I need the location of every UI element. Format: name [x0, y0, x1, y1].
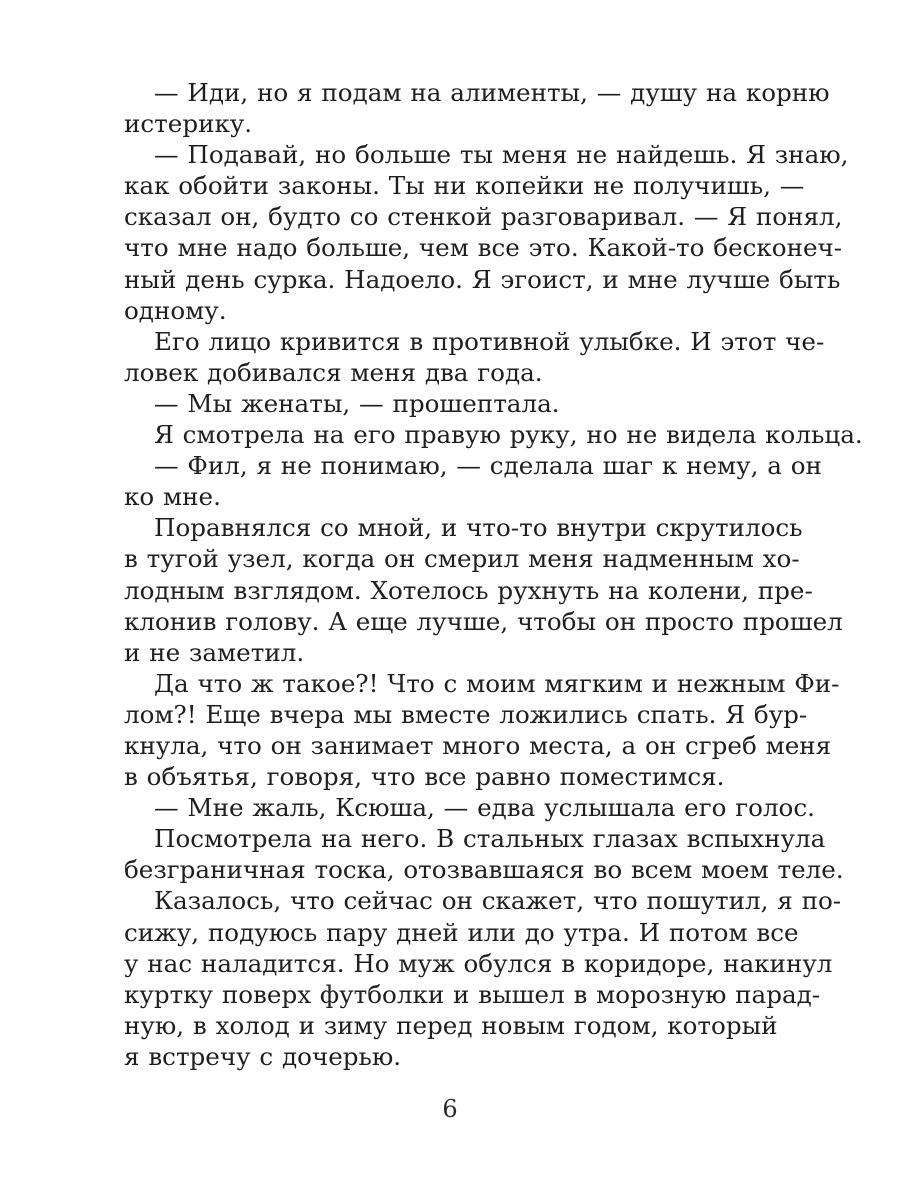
text-line: сижу, подуюсь пару дней или до утра. И потом все: [124, 917, 799, 947]
text-line: у нас наладится. Но муж обулся в коридоре, накинул: [124, 948, 833, 978]
text-line: безграничная тоска, отозвавшаяся во всем моем теле.: [124, 855, 844, 885]
text-line: Посмотрела на него. В стальных глазах вспыхнула: [154, 824, 826, 854]
text-line: куртку поверх футболки и вышел в морозную парад-: [124, 979, 821, 1009]
text-line: лом?! Еще вчера мы вместе ложились спать. Я бур-: [124, 699, 808, 729]
text-line: и не заметил.: [124, 637, 305, 667]
text-line: ко мне.: [124, 482, 221, 512]
text-line: ловек добивался меня два года.: [124, 357, 543, 387]
text-line: лодным взглядом. Хотелось рухнуть на колени, пре-: [124, 575, 813, 605]
text-line: ную, в холод и зиму перед новым годом, который: [124, 1010, 778, 1040]
text-line: Я смотрела на его правую руку, но не видела кольца.: [154, 420, 863, 450]
text-line: сказал он, будто со стенкой разговаривал. — Я понял,: [124, 202, 843, 232]
text-line: Его лицо кривится в противной улыбке. И этот че-: [154, 326, 825, 356]
text-line: одному.: [124, 295, 227, 325]
text-line: Да что ж такое?! Что с моим мягким и нежным Фи-: [154, 668, 840, 698]
text-line: — Подавай, но больше ты меня не найдешь. Я знаю,: [154, 140, 849, 170]
body-text: [124, 77, 863, 1072]
text-line: кнула, что он занимает много места, а он сгреб меня: [124, 730, 832, 760]
text-line: ный день сурка. Надоело. Я эгоист, и мне лучше быть: [124, 264, 841, 294]
text-line: — Фил, я не понимаю, — сделала шаг к нему, а он: [154, 451, 822, 481]
text-line: в объятья, говоря, что все равно поместимся.: [124, 762, 725, 792]
text-line: как обойти законы. Ты ни копейки не получишь, —: [124, 171, 805, 201]
text-line: — Иди, но я подам на алименты, — душу на корню: [154, 78, 830, 107]
text-line: — Мне жаль, Ксюша, — едва услышала его голос.: [154, 793, 815, 823]
text-line: что мне надо больше, чем все это. Какой-то бесконеч-: [124, 233, 843, 263]
page-number: 6: [442, 1095, 458, 1123]
text-line: я встречу с дочерью.: [124, 1041, 402, 1071]
text-line: в тугой узел, когда он смерил меня надменным хо-: [124, 544, 800, 574]
text-line: Поравнялся со мной, и что-то внутри скрутилось: [154, 513, 803, 543]
text-line: Казалось, что сейчас он скажет, что пошутил, я по-: [154, 886, 842, 916]
text-line: истерику.: [124, 109, 253, 139]
text-line: клонив голову. А еще лучше, чтобы он просто прошел: [124, 606, 843, 636]
text-line: — Мы женаты, — прошептала.: [154, 388, 560, 418]
